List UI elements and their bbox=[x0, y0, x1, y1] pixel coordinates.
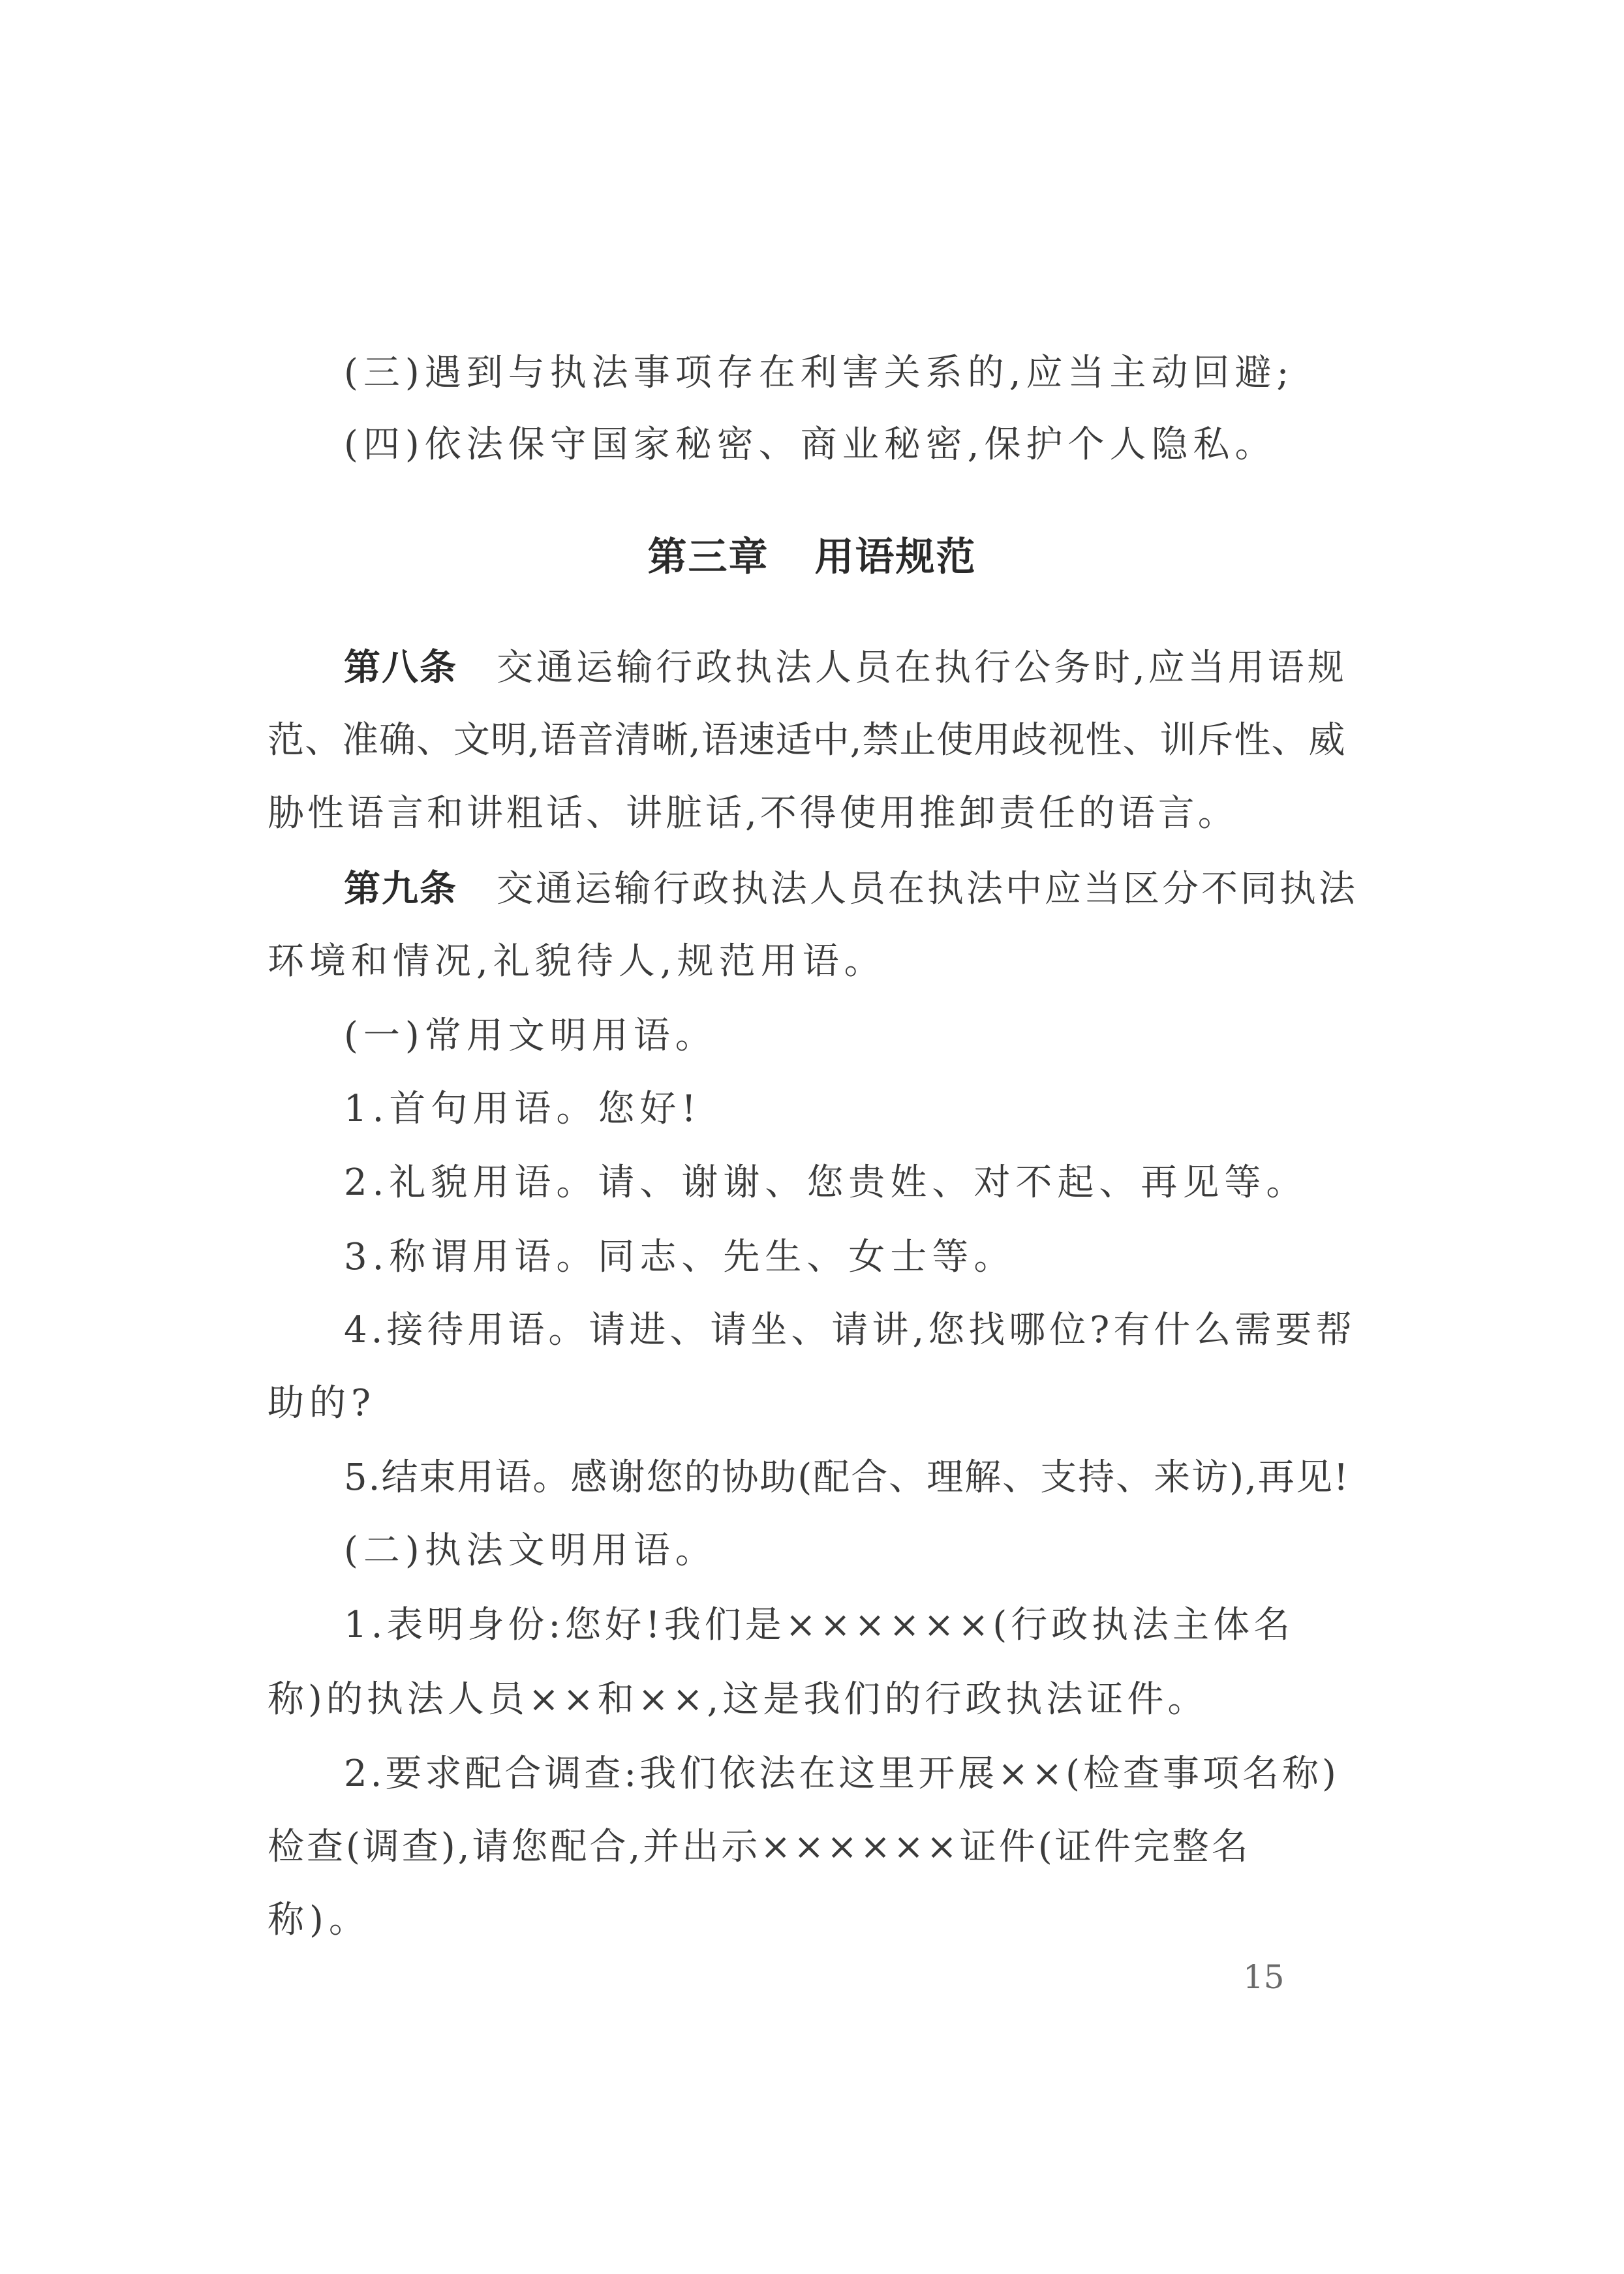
article-9-line-2: 环境和情况,礼貌待人,规范用语。 bbox=[268, 940, 886, 983]
section-2-item-2-line-1: 2.要求配合调查:我们依法在这里开展××(检查事项名称) bbox=[344, 1753, 1340, 1795]
section-1-title: (一)常用文明用语。 bbox=[344, 1015, 717, 1057]
article-9-line-1 bbox=[344, 866, 1358, 912]
article-9-label: 第九条 bbox=[344, 867, 457, 910]
item-3: (三)遇到与执法事项存在利害关系的,应当主动回避; bbox=[344, 352, 1295, 394]
article-8-label: 第八条 bbox=[344, 646, 457, 689]
section-1-item-5: 5.结束用语。感谢您的协助(配合、理解、支持、来访),再见! bbox=[344, 1456, 1350, 1499]
article-8-line-1 bbox=[344, 645, 1347, 691]
page-number: 15 bbox=[1243, 1958, 1285, 1996]
article-8-line-2: 范、准确、文明,语音清晰,语速适中,禁止使用歧视性、训斥性、威 bbox=[268, 719, 1346, 761]
section-1-item-4-line-2: 助的? bbox=[268, 1382, 376, 1424]
section-1-item-3: 3.称谓用语。同志、先生、女士等。 bbox=[344, 1236, 1016, 1278]
section-2-item-1-line-1: 1.表明身份:您好!我们是××××××(行政执法主体名 bbox=[344, 1604, 1295, 1646]
section-1-item-4-line-1: 4.接待用语。请进、请坐、请讲,您找哪位?有什么需要帮 bbox=[344, 1309, 1356, 1351]
chapter-heading bbox=[0, 532, 1624, 582]
section-1-item-2: 2.礼貌用语。请、谢谢、您贵姓、对不起、再见等。 bbox=[344, 1161, 1308, 1204]
section-2-item-1-line-2: 称)的执法人员××和××,这是我们的行政执法证件。 bbox=[268, 1678, 1208, 1721]
chapter-number: 第三章 bbox=[647, 534, 769, 580]
section-2-title: (二)执法文明用语。 bbox=[344, 1529, 717, 1572]
section-2-item-2-line-3: 称)。 bbox=[268, 1899, 371, 1941]
section-2-item-2-line-2: 检查(调查),请您配合,并出示××××××证件(证件完整名 bbox=[268, 1826, 1251, 1868]
section-1-item-1: 1.首句用语。您好! bbox=[344, 1088, 701, 1130]
article-8-text-1: 交通运输行政执法人员在执行公务时,应当用语规 bbox=[497, 647, 1347, 689]
article-8-line-3: 胁性语言和讲粗话、讲脏话,不得使用推卸责任的语言。 bbox=[268, 792, 1238, 835]
chapter-title: 用语规范 bbox=[814, 534, 977, 580]
item-4: (四)依法保守国家秘密、商业秘密,保护个人隐私。 bbox=[344, 423, 1277, 466]
article-9-text-1: 交通运输行政执法人员在执法中应当区分不同执法 bbox=[497, 868, 1358, 910]
